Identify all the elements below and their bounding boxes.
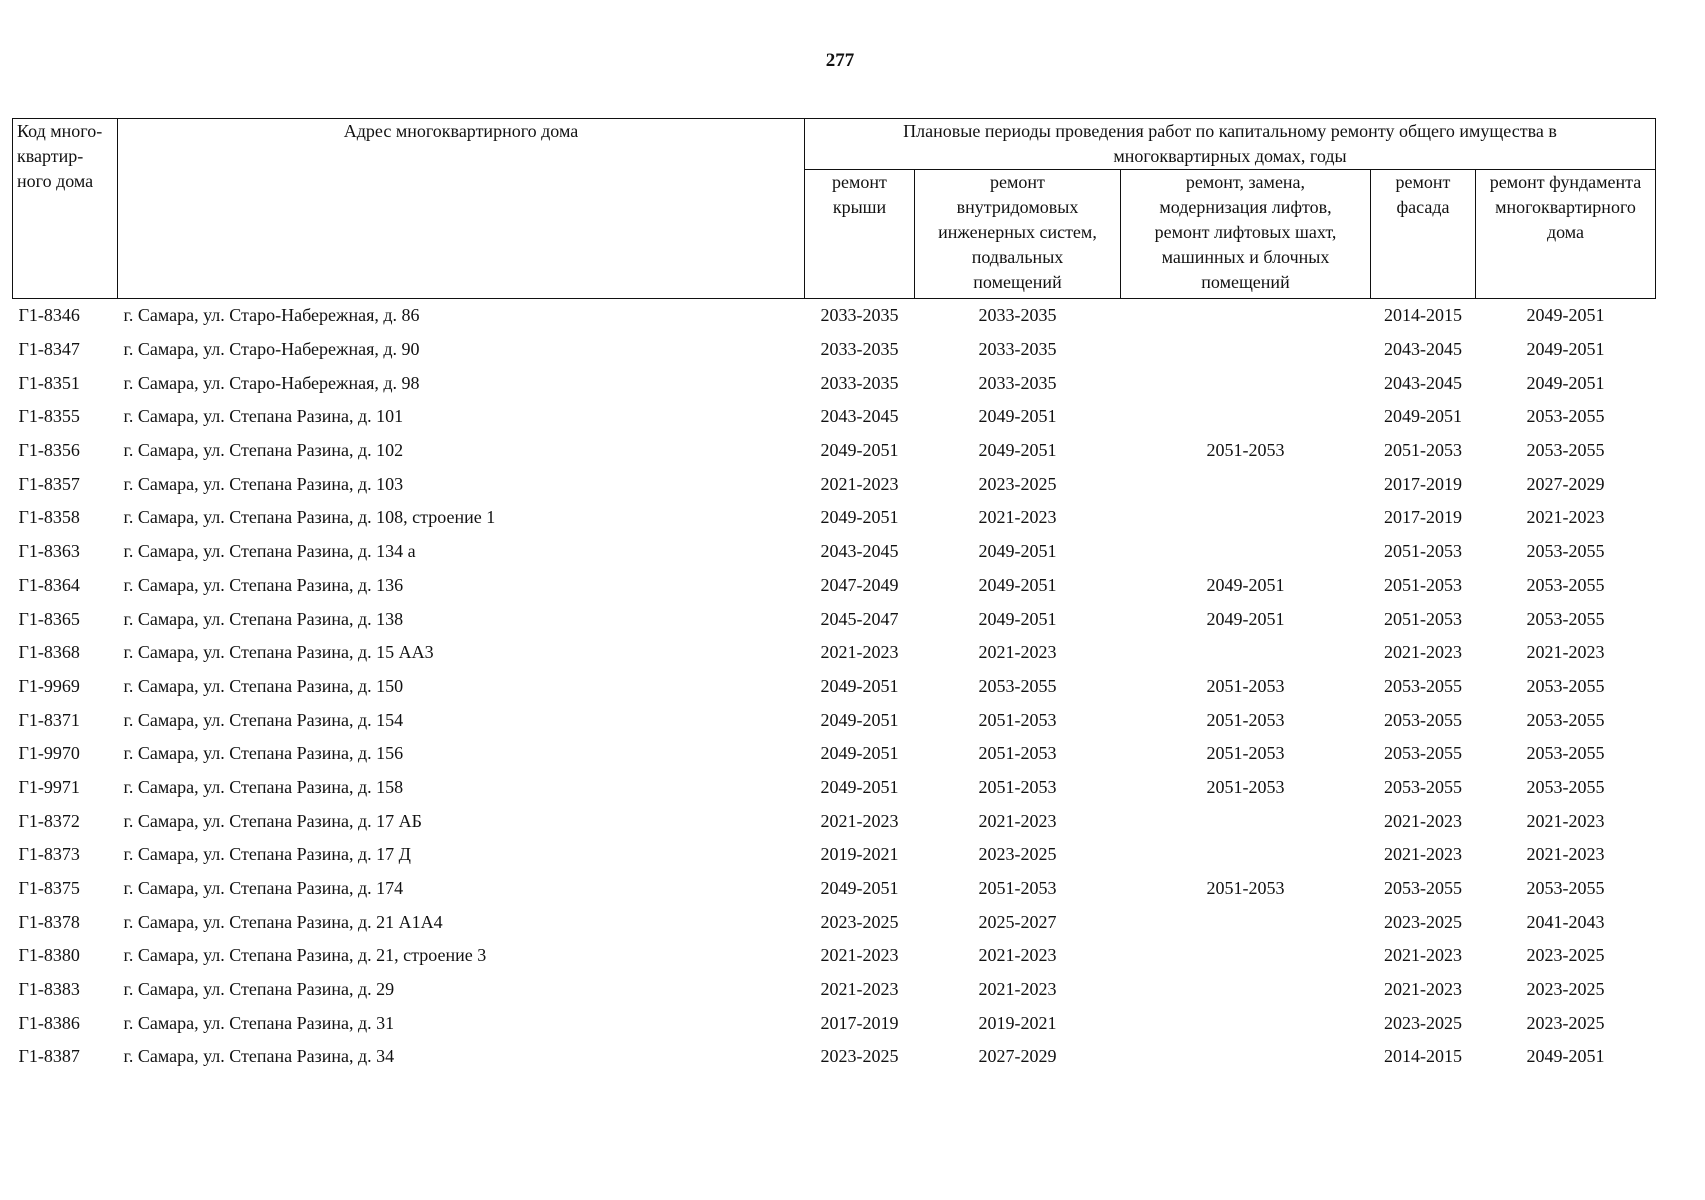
elevator-period-cell (1121, 939, 1371, 973)
roof-period-cell: 2049-2051 (820, 743, 899, 764)
engineering-period-cell: 2023-2025 (978, 844, 1057, 865)
elevator-period-cell (1121, 535, 1371, 569)
address-cell: г. Самара, ул. Степана Разина, д. 101 (123, 406, 404, 427)
roof-period-cell: 2043-2045 (820, 541, 899, 562)
header-facade-repair: ремонт фасада (1371, 170, 1476, 299)
engineering-period-cell: 2053-2055 (978, 675, 1057, 696)
building-code-cell: Г1-8380 (18, 945, 80, 966)
facade-period-cell: 2053-2055 (1384, 743, 1462, 764)
engineering-period-cell: 2021-2023 (978, 810, 1057, 831)
building-code-cell: Г1-8365 (18, 608, 80, 629)
engineering-period-cell: 2049-2051 (978, 608, 1057, 629)
building-code-cell: Г1-8375 (18, 878, 80, 899)
facade-period-cell: 2021-2023 (1384, 810, 1462, 831)
elevator-period-cell (1121, 467, 1371, 501)
table-row (13, 804, 1656, 838)
header-elevator-repair: ремонт, замена, модернизация лифтов, ремонт лифтовых шахт, машинных и блочных помещений (1121, 170, 1371, 299)
roof-period-cell: 2049-2051 (820, 709, 899, 730)
building-code-cell: Г1-8357 (18, 473, 80, 494)
elevator-period-cell: 2049-2051 (1206, 574, 1285, 595)
roof-period-cell: 2033-2035 (820, 372, 899, 393)
facade-period-cell: 2017-2019 (1384, 473, 1462, 494)
engineering-period-cell: 2021-2023 (978, 642, 1057, 663)
roof-period-cell: 2021-2023 (820, 473, 899, 494)
building-code-cell: Г1-9971 (18, 776, 80, 797)
elevator-period-cell: 2051-2053 (1206, 440, 1285, 461)
building-code-cell: Г1-8346 (18, 305, 80, 326)
elevator-period-cell (1121, 333, 1371, 367)
repair-schedule-table-wrapper (12, 118, 1656, 1074)
table-row (13, 299, 1656, 333)
address-cell: г. Самара, ул. Степана Разина, д. 136 (123, 574, 404, 595)
building-code-cell: Г1-9970 (18, 743, 80, 764)
table-row (13, 737, 1656, 771)
table-row (13, 501, 1656, 535)
building-code-cell: Г1-8383 (18, 979, 80, 1000)
roof-period-cell: 2021-2023 (820, 810, 899, 831)
foundation-period-cell: 2021-2023 (1526, 844, 1605, 865)
address-cell: г. Самара, ул. Старо-Набережная, д. 90 (123, 339, 420, 360)
table-row (13, 905, 1656, 939)
table-row (13, 569, 1656, 603)
facade-period-cell: 2021-2023 (1384, 945, 1462, 966)
facade-period-cell: 2023-2025 (1384, 911, 1462, 932)
facade-period-cell: 2049-2051 (1384, 406, 1462, 427)
foundation-period-cell: 2053-2055 (1526, 574, 1605, 595)
table-row (13, 467, 1656, 501)
address-cell: г. Самара, ул. Степана Разина, д. 138 (123, 608, 404, 629)
foundation-period-cell: 2049-2051 (1526, 372, 1605, 393)
address-cell: г. Самара, ул. Степана Разина, д. 154 (123, 709, 404, 730)
address-cell: г. Самара, ул. Степана Разина, д. 134 а (123, 541, 416, 562)
elevator-period-cell (1121, 636, 1371, 670)
roof-period-cell: 2021-2023 (820, 979, 899, 1000)
engineering-period-cell: 2051-2053 (978, 709, 1057, 730)
engineering-period-cell: 2051-2053 (978, 878, 1057, 899)
foundation-period-cell: 2053-2055 (1526, 675, 1605, 696)
roof-period-cell: 2021-2023 (820, 642, 899, 663)
foundation-period-cell: 2021-2023 (1526, 810, 1605, 831)
facade-period-cell: 2017-2019 (1384, 507, 1462, 528)
address-cell: г. Самара, ул. Старо-Набережная, д. 98 (123, 372, 420, 393)
building-code-cell: Г1-8364 (18, 574, 80, 595)
building-code-cell: Г1-8372 (18, 810, 80, 831)
facade-period-cell: 2023-2025 (1384, 1012, 1462, 1033)
building-code-cell: Г1-8363 (18, 541, 80, 562)
facade-period-cell: 2053-2055 (1384, 675, 1462, 696)
header-building-code: Код много- квартир- ного дома (13, 119, 118, 299)
facade-period-cell: 2053-2055 (1384, 776, 1462, 797)
elevator-period-cell (1121, 501, 1371, 535)
foundation-period-cell: 2049-2051 (1526, 1046, 1605, 1067)
elevator-period-cell (1121, 299, 1371, 333)
facade-period-cell: 2051-2053 (1384, 440, 1462, 461)
elevator-period-cell (1121, 1040, 1371, 1074)
roof-period-cell: 2049-2051 (820, 878, 899, 899)
roof-period-cell: 2021-2023 (820, 945, 899, 966)
engineering-period-cell: 2023-2025 (978, 473, 1057, 494)
building-code-cell: Г1-8387 (18, 1046, 80, 1067)
engineering-period-cell: 2033-2035 (978, 372, 1057, 393)
roof-period-cell: 2049-2051 (820, 440, 899, 461)
page-number: 277 (825, 50, 855, 71)
building-code-cell: Г1-8355 (18, 406, 80, 427)
roof-period-cell: 2033-2035 (820, 305, 899, 326)
engineering-period-cell: 2021-2023 (978, 979, 1057, 1000)
facade-period-cell: 2014-2015 (1384, 305, 1462, 326)
table-row (13, 400, 1656, 434)
roof-period-cell: 2045-2047 (820, 608, 899, 629)
table-row (13, 333, 1656, 367)
header-address: Адрес многоквартирного дома (118, 119, 805, 299)
roof-period-cell: 2043-2045 (820, 406, 899, 427)
foundation-period-cell: 2053-2055 (1526, 440, 1605, 461)
engineering-period-cell: 2021-2023 (978, 507, 1057, 528)
address-cell: г. Самара, ул. Степана Разина, д. 103 (123, 473, 404, 494)
address-cell: г. Самара, ул. Степана Разина, д. 17 Д (123, 844, 411, 865)
building-code-cell: Г1-8358 (18, 507, 80, 528)
engineering-period-cell: 2051-2053 (978, 776, 1057, 797)
foundation-period-cell: 2053-2055 (1526, 709, 1605, 730)
address-cell: г. Самара, ул. Степана Разина, д. 150 (123, 675, 404, 696)
roof-period-cell: 2017-2019 (820, 1012, 899, 1033)
engineering-period-cell: 2033-2035 (978, 339, 1057, 360)
table-body (13, 299, 1656, 1074)
elevator-period-cell: 2051-2053 (1206, 878, 1285, 899)
table-row (13, 771, 1656, 805)
facade-period-cell: 2043-2045 (1384, 372, 1462, 393)
building-code-cell: Г1-8373 (18, 844, 80, 865)
building-code-cell: Г1-8368 (18, 642, 80, 663)
elevator-period-cell: 2051-2053 (1206, 709, 1285, 730)
elevator-period-cell (1121, 973, 1371, 1007)
address-cell: г. Самара, ул. Степана Разина, д. 17 АБ (123, 810, 423, 831)
roof-period-cell: 2049-2051 (820, 776, 899, 797)
address-cell: г. Самара, ул. Степана Разина, д. 108, строение 1 (123, 507, 496, 528)
table-header (13, 119, 1656, 299)
foundation-period-cell: 2053-2055 (1526, 406, 1605, 427)
building-code-cell: Г1-8347 (18, 339, 80, 360)
address-cell: г. Самара, ул. Степана Разина, д. 158 (123, 776, 404, 797)
facade-period-cell: 2021-2023 (1384, 979, 1462, 1000)
building-code-cell: Г1-8378 (18, 911, 80, 932)
elevator-period-cell (1121, 400, 1371, 434)
engineering-period-cell: 2049-2051 (978, 541, 1057, 562)
engineering-period-cell: 2019-2021 (978, 1012, 1057, 1033)
header-planned-periods: Плановые периоды проведения работ по капитальному ремонту общего имущества в многоквартирных домах, годы (805, 119, 1656, 170)
roof-period-cell: 2047-2049 (820, 574, 899, 595)
table-row (13, 670, 1656, 704)
facade-period-cell: 2051-2053 (1384, 541, 1462, 562)
foundation-period-cell: 2021-2023 (1526, 507, 1605, 528)
foundation-period-cell: 2053-2055 (1526, 541, 1605, 562)
elevator-period-cell (1121, 838, 1371, 872)
address-cell: г. Самара, ул. Степана Разина, д. 174 (123, 878, 404, 899)
facade-period-cell: 2053-2055 (1384, 709, 1462, 730)
table-row (13, 636, 1656, 670)
building-code-cell: Г1-9969 (18, 675, 80, 696)
table-row (13, 872, 1656, 906)
table-row (13, 703, 1656, 737)
foundation-period-cell: 2053-2055 (1526, 743, 1605, 764)
engineering-period-cell: 2049-2051 (978, 440, 1057, 461)
elevator-period-cell (1121, 366, 1371, 400)
roof-period-cell: 2049-2051 (820, 507, 899, 528)
table-row (13, 1040, 1656, 1074)
elevator-period-cell (1121, 905, 1371, 939)
foundation-period-cell: 2023-2025 (1526, 945, 1605, 966)
table-row (13, 838, 1656, 872)
facade-period-cell: 2043-2045 (1384, 339, 1462, 360)
address-cell: г. Самара, ул. Степана Разина, д. 102 (123, 440, 404, 461)
building-code-cell: Г1-8371 (18, 709, 80, 730)
elevator-period-cell (1121, 804, 1371, 838)
address-cell: г. Самара, ул. Степана Разина, д. 34 (123, 1046, 395, 1067)
engineering-period-cell: 2049-2051 (978, 574, 1057, 595)
foundation-period-cell: 2049-2051 (1526, 305, 1605, 326)
foundation-period-cell: 2053-2055 (1526, 608, 1605, 629)
elevator-period-cell: 2051-2053 (1206, 743, 1285, 764)
building-code-cell: Г1-8356 (18, 440, 80, 461)
building-code-cell: Г1-8386 (18, 1012, 80, 1033)
engineering-period-cell: 2051-2053 (978, 743, 1057, 764)
table-row (13, 1006, 1656, 1040)
roof-period-cell: 2023-2025 (820, 1046, 899, 1067)
foundation-period-cell: 2027-2029 (1526, 473, 1605, 494)
facade-period-cell: 2021-2023 (1384, 642, 1462, 663)
address-cell: г. Самара, ул. Степана Разина, д. 21, строение 3 (123, 945, 487, 966)
foundation-period-cell: 2023-2025 (1526, 1012, 1605, 1033)
address-cell: г. Самара, ул. Степана Разина, д. 29 (123, 979, 395, 1000)
foundation-period-cell: 2053-2055 (1526, 776, 1605, 797)
table-row (13, 366, 1656, 400)
facade-period-cell: 2014-2015 (1384, 1046, 1462, 1067)
building-code-cell: Г1-8351 (18, 372, 80, 393)
engineering-period-cell: 2025-2027 (978, 911, 1057, 932)
table-row (13, 939, 1656, 973)
facade-period-cell: 2051-2053 (1384, 574, 1462, 595)
address-cell: г. Самара, ул. Степана Разина, д. 156 (123, 743, 404, 764)
elevator-period-cell: 2051-2053 (1206, 675, 1285, 696)
engineering-period-cell: 2033-2035 (978, 305, 1057, 326)
foundation-period-cell: 2023-2025 (1526, 979, 1605, 1000)
address-cell: г. Самара, ул. Старо-Набережная, д. 86 (123, 305, 420, 326)
table-row (13, 973, 1656, 1007)
facade-period-cell: 2053-2055 (1384, 878, 1462, 899)
roof-period-cell: 2023-2025 (820, 911, 899, 932)
foundation-period-cell: 2049-2051 (1526, 339, 1605, 360)
elevator-period-cell: 2049-2051 (1206, 608, 1285, 629)
foundation-period-cell: 2041-2043 (1526, 911, 1605, 932)
engineering-period-cell: 2021-2023 (978, 945, 1057, 966)
elevator-period-cell (1121, 1006, 1371, 1040)
header-foundation-repair: ремонт фундамента многоквартирного дома (1476, 170, 1656, 299)
address-cell: г. Самара, ул. Степана Разина, д. 21 А1А4 (123, 911, 443, 932)
address-cell: г. Самара, ул. Степана Разина, д. 31 (123, 1012, 395, 1033)
foundation-period-cell: 2053-2055 (1526, 878, 1605, 899)
facade-period-cell: 2021-2023 (1384, 844, 1462, 865)
roof-period-cell: 2033-2035 (820, 339, 899, 360)
foundation-period-cell: 2021-2023 (1526, 642, 1605, 663)
table-row (13, 602, 1656, 636)
table-row (13, 434, 1656, 468)
engineering-period-cell: 2049-2051 (978, 406, 1057, 427)
header-roof-repair: ремонт крыши (805, 170, 915, 299)
elevator-period-cell: 2051-2053 (1206, 776, 1285, 797)
header-engineering-repair: ремонт внутридомовых инженерных систем, подвальных помещений (915, 170, 1121, 299)
engineering-period-cell: 2027-2029 (978, 1046, 1057, 1067)
roof-period-cell: 2019-2021 (820, 844, 899, 865)
repair-schedule-table (12, 118, 1656, 1074)
table-row (13, 535, 1656, 569)
address-cell: г. Самара, ул. Степана Разина, д. 15 АА3 (123, 642, 434, 663)
facade-period-cell: 2051-2053 (1384, 608, 1462, 629)
roof-period-cell: 2049-2051 (820, 675, 899, 696)
